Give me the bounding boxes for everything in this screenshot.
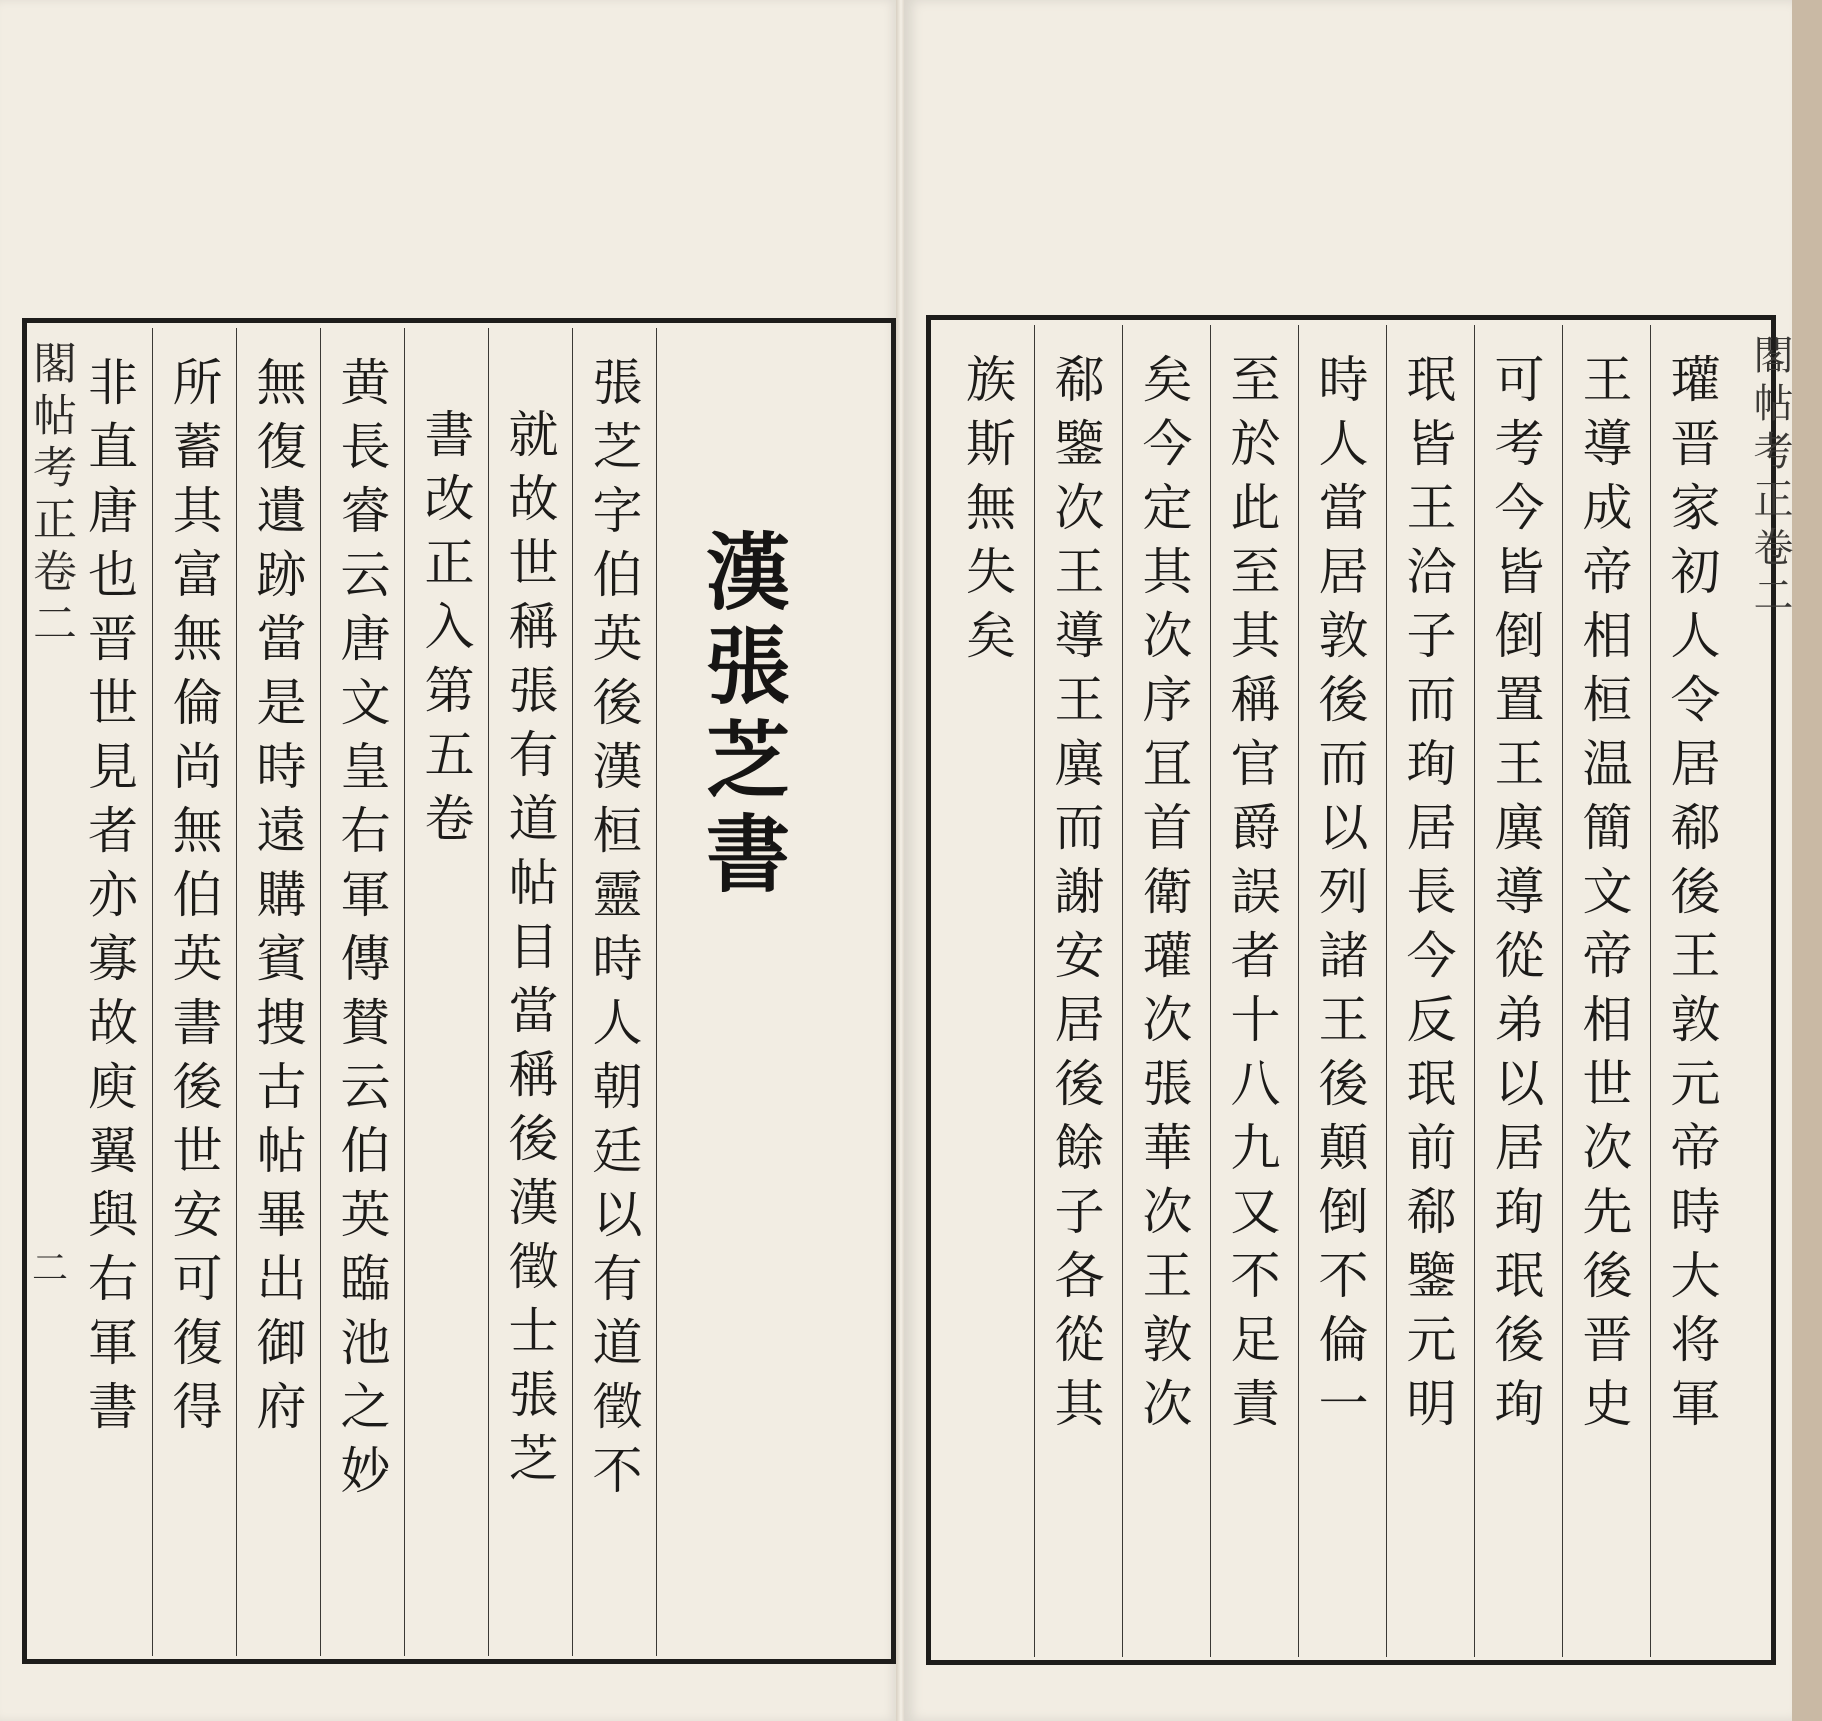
column-text: 可考今皆倒置王廙導從弟以居珣珉後珣 — [1486, 353, 1545, 1441]
text-column — [152, 328, 234, 1656]
background-edge — [1790, 0, 1822, 1721]
column-text: 至於此至其稱官爵誤者十八九又不足責 — [1222, 353, 1281, 1441]
text-column — [1210, 325, 1292, 1657]
left-text-block — [68, 328, 862, 1656]
column-text: 無復遺跡當是時遠購賓捜古帖畢出御府 — [248, 356, 307, 1444]
text-column — [488, 328, 570, 1656]
column-text: 王導成帝相桓温簡文帝相世次先後晋史 — [1574, 353, 1633, 1441]
text-column — [1122, 325, 1204, 1657]
column-text: 書改正入第五卷 — [416, 408, 475, 856]
text-column — [1386, 325, 1468, 1657]
column-text: 非直唐也晋世見者亦寡故庾翼與右軍書 — [80, 356, 138, 1444]
text-column — [68, 328, 150, 1656]
column-text: 矣今定其次序冝首衛瓘次張華次王敦次 — [1134, 353, 1193, 1441]
text-column — [1474, 325, 1556, 1657]
text-column — [946, 325, 1028, 1657]
section-heading: 漢張芝書 — [692, 528, 792, 904]
text-column — [404, 328, 486, 1656]
text-column — [1650, 325, 1732, 1657]
text-column — [1298, 325, 1380, 1657]
right-margin-title: 閣帖考正卷二 — [1747, 334, 1793, 622]
column-text: 就故世稱張有道帖目當稱後漢徵士張芝 — [500, 408, 559, 1496]
column-text: 郗鑒次王導王廙而謝安居後餘子各從其 — [1046, 353, 1105, 1441]
column-text: 瓘晋家初人令居郗後王敦元帝時大将軍 — [1662, 353, 1721, 1441]
column-text: 時人當居敦後而以列諸王後顛倒不倫一 — [1310, 353, 1369, 1441]
left-leaf-number: 二 — [32, 1248, 69, 1289]
text-column — [236, 328, 318, 1656]
column-text: 張芝字伯英後漢桓靈時人朝廷以有道徵不 — [584, 356, 643, 1508]
text-column — [1034, 325, 1116, 1657]
column-text: 族斯無失矣 — [958, 353, 1016, 673]
left-page — [0, 0, 898, 1721]
left-margin-title: 閣帖考正卷二 — [25, 340, 76, 652]
heading-column — [656, 328, 826, 1656]
right-page — [904, 0, 1792, 1721]
right-text-block — [946, 325, 1736, 1657]
column-text: 黄長睿云唐文皇右軍傳賛云伯英臨池之妙 — [332, 356, 391, 1508]
column-text: 珉皆王洽子而珣居長今反珉前郗鑒元明 — [1398, 353, 1457, 1441]
column-text: 所蓄其富無倫尚無伯英書後世安可復得 — [164, 356, 223, 1444]
text-column — [572, 328, 654, 1656]
text-column — [320, 328, 402, 1656]
text-column — [1562, 325, 1644, 1657]
